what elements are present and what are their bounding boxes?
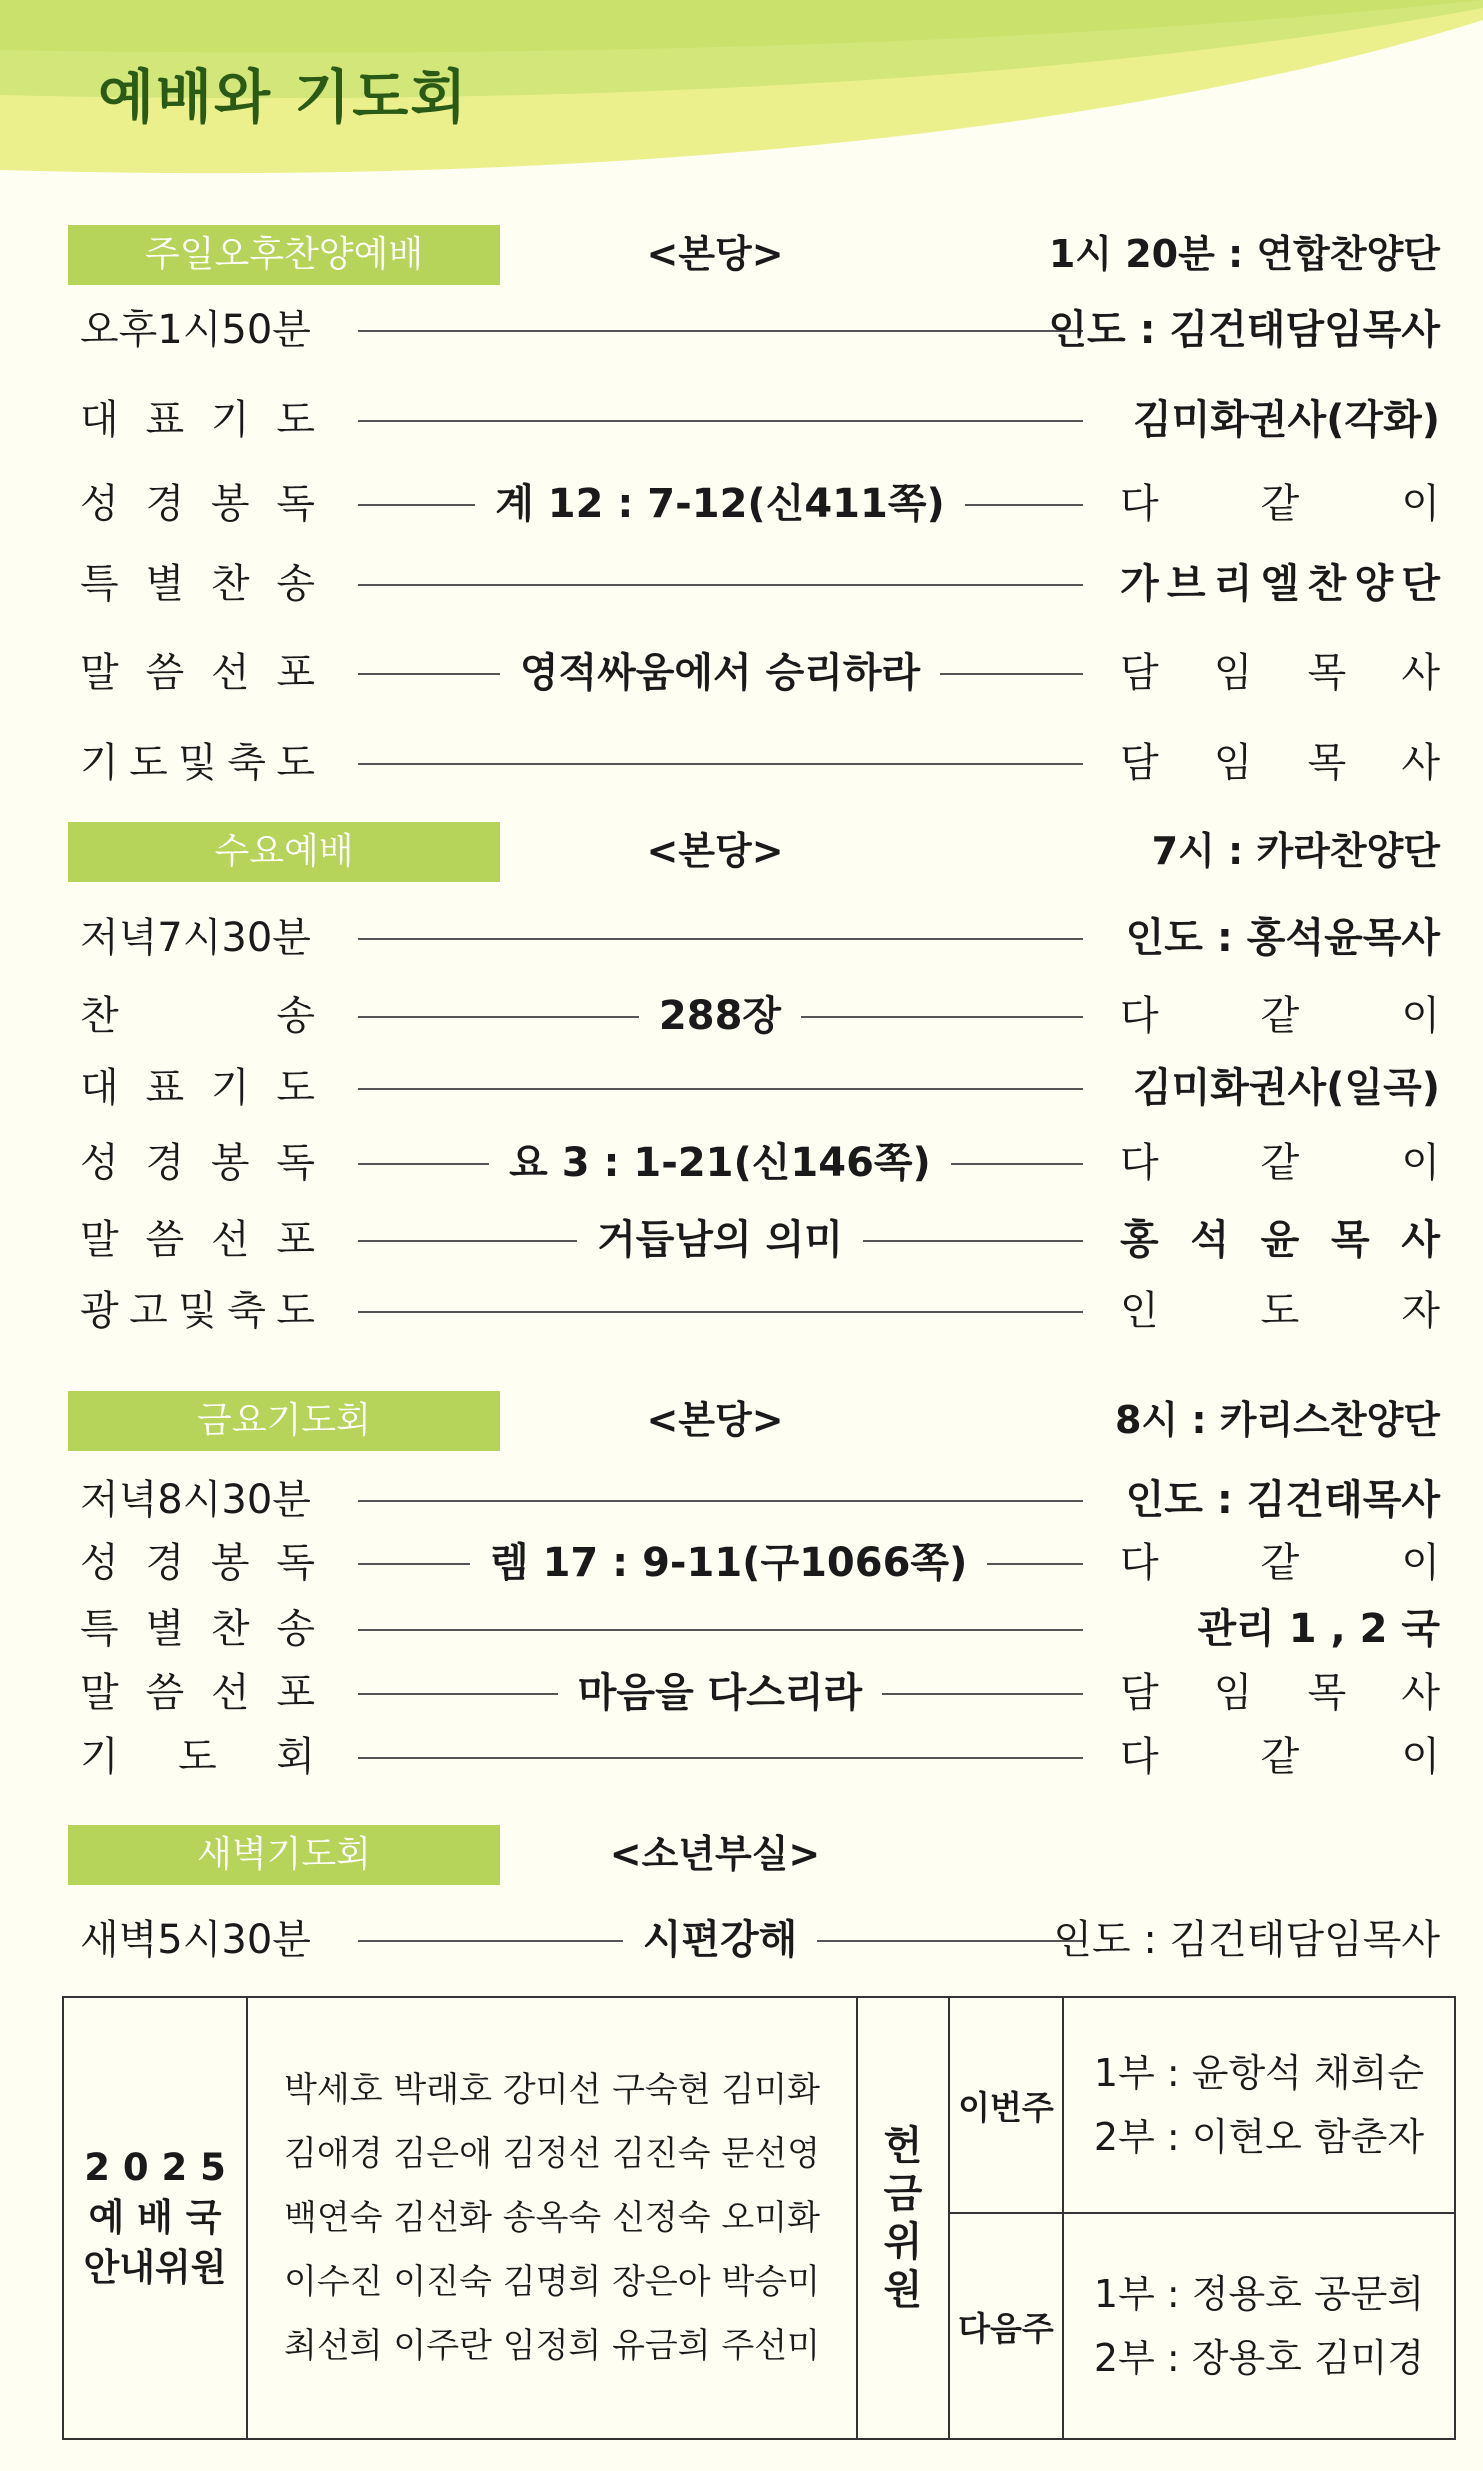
row-content-wrap bbox=[470, 1133, 970, 1193]
schedule-row bbox=[0, 1727, 1483, 1787]
row-label: 특 별 찬 송 bbox=[80, 1606, 315, 1652]
schedule-row bbox=[0, 1663, 1483, 1723]
schedule-row bbox=[0, 1599, 1483, 1659]
row-label: 오후1시50분 bbox=[80, 307, 311, 353]
row-leader: 담 임 목 사 bbox=[1120, 740, 1440, 786]
row-leader: 홍 석 윤 목 사 bbox=[1120, 1217, 1440, 1263]
row-content-wrap bbox=[470, 1533, 970, 1593]
row-leader: 가 브 리 엘 찬 양 단 bbox=[1120, 561, 1440, 607]
row-leader: 다 같 이 bbox=[1120, 481, 1440, 527]
row-label: 성 경 봉 독 bbox=[80, 481, 315, 527]
this-week-offering-line: 2부 : 이현오 함춘자 bbox=[1093, 2115, 1425, 2159]
schedule-row bbox=[0, 1058, 1483, 1118]
row-content-wrap bbox=[470, 1910, 970, 1970]
schedule-row bbox=[0, 643, 1483, 703]
leader-line bbox=[358, 1311, 1083, 1313]
page-title: 예배와 기도회 bbox=[98, 63, 469, 131]
usher-names-line: 김애경 김은애 김정선 김진숙 문선영 bbox=[284, 2134, 820, 2174]
row-label: 말 씀 선 포 bbox=[80, 1670, 315, 1716]
row-content-wrap bbox=[470, 1210, 970, 1270]
this-week-label: 이번주 bbox=[958, 2087, 1054, 2127]
row-label: 찬 송 bbox=[80, 993, 315, 1039]
row-label: 대 표 기 도 bbox=[80, 397, 315, 443]
offering-committee-cell bbox=[858, 1998, 950, 2438]
row-content: 렘 17 : 9-11(구1066쪽) bbox=[470, 1540, 987, 1586]
row-label: 말 씀 선 포 bbox=[80, 650, 315, 696]
schedule-row bbox=[0, 300, 1483, 360]
committee-year-cell bbox=[64, 1998, 248, 2438]
row-leader: 인도 : 김건태담임목사 bbox=[1053, 1917, 1440, 1963]
row-label: 저녁7시30분 bbox=[80, 915, 311, 961]
schedule-row bbox=[0, 1533, 1483, 1593]
row-leader: 김미화권사(일곡) bbox=[1132, 1065, 1440, 1111]
row-label: 광 고 및 축 도 bbox=[80, 1288, 315, 1334]
row-content: 288장 bbox=[639, 993, 801, 1039]
this-week-offering-line: 1부 : 윤항석 채희순 bbox=[1093, 2051, 1425, 2095]
committee-dept: 예 배 국 bbox=[88, 2196, 222, 2239]
row-label: 말 씀 선 포 bbox=[80, 1217, 315, 1263]
section-place: <본당> bbox=[646, 829, 784, 873]
leader-line bbox=[358, 1088, 1083, 1090]
schedule-row bbox=[0, 1281, 1483, 1341]
row-leader: 다 같 이 bbox=[1120, 1140, 1440, 1186]
schedule-row bbox=[0, 474, 1483, 534]
offering-committee-label: 헌 금 위 원 bbox=[883, 2123, 923, 2313]
row-leader: 관리 1 , 2 국 bbox=[1197, 1606, 1440, 1652]
section-label: 주일오후찬양예배 bbox=[68, 225, 500, 285]
schedule-row bbox=[0, 1470, 1483, 1530]
leader-line bbox=[358, 420, 1083, 422]
section-place: <소년부실> bbox=[609, 1832, 821, 1876]
row-content: 마음을 다스리라 bbox=[558, 1670, 882, 1716]
section-place: <본당> bbox=[646, 232, 784, 276]
this-week-offering-cell bbox=[1064, 1998, 1454, 2214]
schedule-row bbox=[0, 986, 1483, 1046]
row-leader: 인 도 자 bbox=[1120, 1288, 1440, 1334]
row-label: 특 별 찬 송 bbox=[80, 561, 315, 607]
schedule-row bbox=[0, 1910, 1483, 1970]
section-label: 새벽기도회 bbox=[68, 1825, 500, 1885]
usher-names-line: 박세호 박래호 강미선 구숙현 김미화 bbox=[284, 2070, 820, 2110]
row-content: 거듭남의 의미 bbox=[577, 1217, 863, 1263]
next-week-offering-line: 2부 : 장용호 김미경 bbox=[1093, 2336, 1425, 2380]
section-praise-team: 8시 : 카리스찬양단 bbox=[1114, 1398, 1440, 1442]
row-content-wrap bbox=[470, 1663, 970, 1723]
row-leader: 다 같 이 bbox=[1120, 1540, 1440, 1586]
row-label: 저녁8시30분 bbox=[80, 1477, 311, 1523]
committee-table bbox=[62, 1996, 1456, 2440]
schedule-row bbox=[0, 908, 1483, 968]
leader-line bbox=[358, 1500, 1083, 1502]
row-leader: 인도 : 김건태목사 bbox=[1125, 1477, 1440, 1523]
row-label: 대 표 기 도 bbox=[80, 1065, 315, 1111]
schedule-row bbox=[0, 1133, 1483, 1193]
leader-line bbox=[358, 1629, 1083, 1631]
row-leader: 다 같 이 bbox=[1120, 1734, 1440, 1780]
next-week-offering-line: 1부 : 정용호 공문희 bbox=[1093, 2272, 1425, 2316]
row-content: 계 12 : 7-12(신411쪽) bbox=[475, 481, 965, 527]
row-label: 성 경 봉 독 bbox=[80, 1140, 315, 1186]
row-label: 새벽5시30분 bbox=[80, 1917, 311, 1963]
row-leader: 담 임 목 사 bbox=[1120, 1670, 1440, 1716]
row-label: 기 도 및 축 도 bbox=[80, 740, 315, 786]
usher-names-line: 최선희 이주란 임정희 유금희 주선미 bbox=[284, 2326, 820, 2366]
row-leader: 다 같 이 bbox=[1120, 993, 1440, 1039]
section-praise-team: 1시 20분 : 연합찬양단 bbox=[1048, 232, 1440, 276]
row-leader: 김미화권사(각화) bbox=[1132, 397, 1440, 443]
next-week-offering-cell bbox=[1064, 2214, 1454, 2438]
row-content-wrap bbox=[470, 643, 970, 703]
leader-line bbox=[358, 330, 1083, 332]
row-leader: 담 임 목 사 bbox=[1120, 650, 1440, 696]
row-leader: 인도 : 김건태담임목사 bbox=[1048, 307, 1440, 353]
section-label: 수요예배 bbox=[68, 822, 500, 882]
leader-line bbox=[358, 584, 1083, 586]
row-content: 요 3 : 1-21(신146쪽) bbox=[489, 1140, 951, 1186]
section-praise-team: 7시 : 카라찬양단 bbox=[1151, 829, 1440, 873]
this-week-label-cell bbox=[950, 1998, 1064, 2214]
row-label: 기 도 회 bbox=[80, 1734, 315, 1780]
row-content-wrap bbox=[470, 986, 970, 1046]
next-week-label: 다음주 bbox=[958, 2308, 1054, 2348]
schedule-row bbox=[0, 554, 1483, 614]
row-content-wrap bbox=[470, 474, 970, 534]
schedule-row bbox=[0, 733, 1483, 793]
leader-line bbox=[358, 938, 1083, 940]
row-leader: 인도 : 홍석윤목사 bbox=[1125, 915, 1440, 961]
leader-line bbox=[358, 1757, 1083, 1759]
section-place: <본당> bbox=[646, 1398, 784, 1442]
committee-year: 2 0 2 5 bbox=[84, 2146, 226, 2189]
usher-names-line: 이수진 이진숙 김명희 장은아 박승미 bbox=[284, 2262, 820, 2302]
row-content: 영적싸움에서 승리하라 bbox=[500, 650, 940, 696]
usher-names-cell bbox=[248, 1998, 858, 2438]
row-label: 성 경 봉 독 bbox=[80, 1540, 315, 1586]
leader-line bbox=[358, 763, 1083, 765]
schedule-row bbox=[0, 1210, 1483, 1270]
committee-role: 안내위원 bbox=[83, 2246, 227, 2289]
section-label: 금요기도회 bbox=[68, 1391, 500, 1451]
next-week-label-cell bbox=[950, 2214, 1064, 2438]
schedule-row bbox=[0, 390, 1483, 450]
usher-names-line: 백연숙 김선화 송옥숙 신정숙 오미화 bbox=[284, 2198, 820, 2238]
row-content: 시편강해 bbox=[623, 1917, 818, 1963]
